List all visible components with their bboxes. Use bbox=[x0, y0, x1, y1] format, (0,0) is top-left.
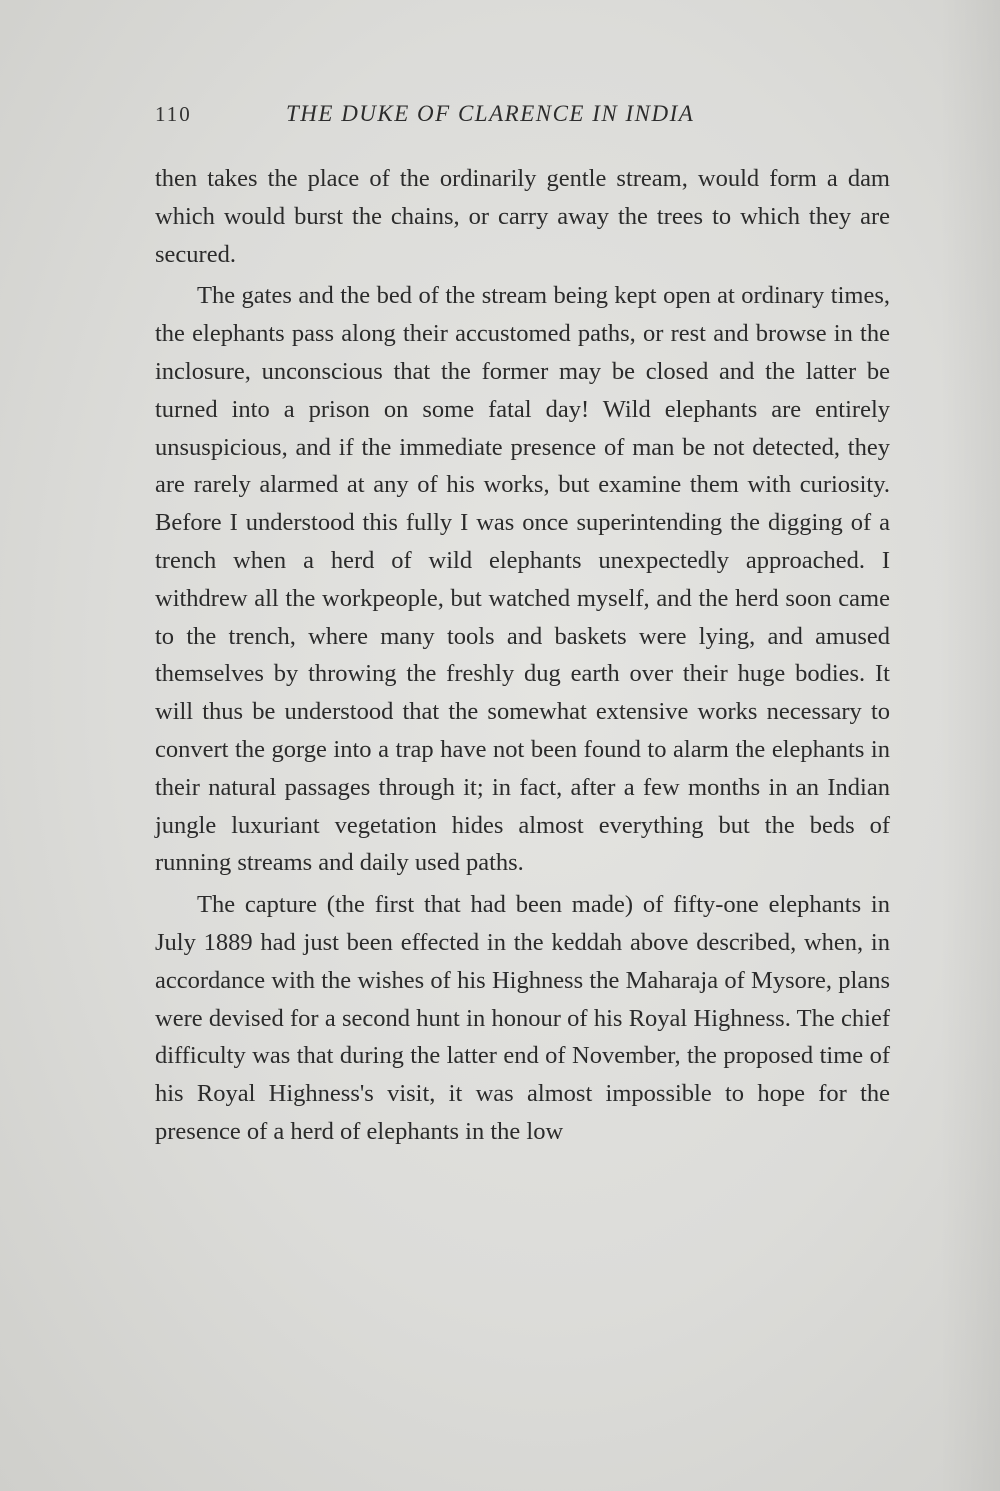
page-header bbox=[155, 96, 890, 132]
paragraph-1: then takes the place of the ordinarily gentle stream, would form a dam which would burst the chains, or carry away the trees to which they are secured. bbox=[155, 165, 890, 268]
page-number: 110 bbox=[155, 102, 192, 126]
paragraph-3: The capture (the first that had been made) of fifty-one elephants in July 1889 had just been effected in the keddah above described, when, in accordance with the wishes of his Highness the Maharaja of Mysore, plans were devised for a second hunt in honour of his Royal Highness. The chief difficulty was that during the latter end of November, the proposed time of his Royal Highness's visit, it was almost impossible to hope for the presence of a herd of elephants in the low bbox=[155, 891, 890, 1145]
paragraph-2: The gates and the bed of the stream being kept open at ordinary times, the elephants pass along their accustomed paths, or rest and browse in the inclosure, unconscious that the former may be closed and the latter be turned into a prison on some fatal day! Wild elephants are entirely unsuspicious, and if the immediate presence of man be not detected, they are rarely alarmed at any of his works, but examine them with curiosity. Before I understood this fully I was once superintending the digging of a trench when a herd of wild elephants unexpectedly approached. I withdrew all the workpeople, but watched myself, and the herd soon came to the trench, where many tools and baskets were lying, and amused themselves by throwing the freshly dug earth over their huge bodies. It will thus be understood that the somewhat extensive works necessary to convert the gorge into a trap have not been found to alarm the elephants in their natural passages through it; in fact, after a few months in an Indian jungle luxuriant vegetation hides almost everything but the beds of running streams and daily used paths. bbox=[155, 282, 890, 877]
body-text bbox=[155, 160, 890, 1155]
running-head: THE DUKE OF CLARENCE IN INDIA bbox=[286, 101, 695, 126]
